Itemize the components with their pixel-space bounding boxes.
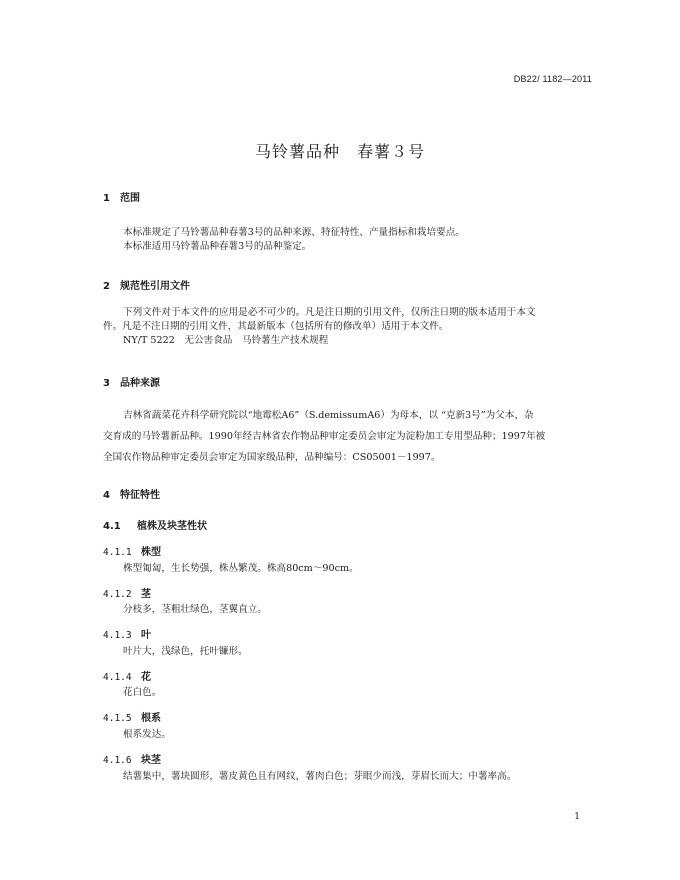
section-2-heading [103, 277, 190, 292]
clause-4-1-5-body [103, 728, 597, 742]
clause-number: 4.1.5 [103, 713, 132, 724]
section-4-heading [103, 486, 160, 501]
normative-reference: NY/T 5222 无公害食品 马铃薯生产技术规程 [123, 335, 329, 346]
clause-label: 根系 [141, 713, 161, 724]
clause-4-1-1-body [103, 562, 597, 576]
clause-number: 4.1.2 [103, 589, 132, 600]
clause-4-1-6-body [103, 770, 597, 784]
section-number: 2 [103, 281, 110, 292]
clause-number: 4.1.1 [103, 547, 132, 558]
clause-text: 叶片大，浅绿色，托叶镰形。 [123, 646, 248, 657]
clause-4-1-4-body [103, 686, 597, 700]
section-number: 3 [103, 378, 110, 389]
paragraph-line: 吉林省蔬菜花卉科学研究院以“地霉松A6”（S.demissumA6）为母本，以 “克新3号”为父本，杂 [123, 410, 534, 421]
paragraph-line: 本标准适用马铃薯品种春薯3号的品种鉴定。 [123, 241, 312, 252]
clause-number: 4.1.6 [103, 755, 132, 766]
clause-label: 株型 [141, 547, 161, 558]
section-3-body [103, 405, 597, 468]
clause-text: 结薯集中，薯块圆形，薯皮黄色且有网纹，薯肉白色；芽眼少而浅，芽眉长而大；中薯率高。 [123, 771, 517, 782]
section-1-heading [103, 189, 140, 204]
section-title: 规范性引用文件 [120, 281, 190, 292]
clause-4-1-1-heading [103, 543, 161, 558]
standard-code: DB22/ 1182—2011 [513, 74, 592, 84]
subsection-title: 植株及块茎性状 [137, 521, 207, 532]
clause-number: 4.1.4 [103, 672, 132, 683]
page-number: 1 [574, 812, 580, 822]
section-1-body [103, 226, 597, 254]
section-title: 范围 [120, 193, 140, 204]
clause-4-1-5-heading [103, 709, 161, 724]
section-title: 特征特性 [120, 490, 160, 501]
paragraph-line: 件。凡是不注日期的引用文件，其最新版本（包括所有的修改单）适用于本文件。 [103, 321, 449, 332]
clause-label: 茎 [141, 589, 151, 600]
section-2-body [103, 306, 597, 348]
clause-4-1-3-body [103, 645, 597, 659]
clause-4-1-2-body [103, 603, 597, 617]
paragraph-line: 本标准规定了马铃薯品种春薯3号的品种来源、特征特性、产量指标和栽培要点。 [123, 227, 465, 238]
subsection-4-1-heading [103, 517, 207, 532]
section-title: 品种来源 [120, 378, 160, 389]
clause-4-1-6-heading [103, 751, 161, 766]
clause-label: 叶 [141, 630, 151, 641]
section-number: 4 [103, 490, 110, 501]
section-number: 1 [103, 193, 110, 204]
clause-text: 分枝多，茎粗壮绿色，茎翼直立。 [123, 604, 267, 615]
clause-label: 花 [141, 672, 151, 683]
paragraph-line: 交育成的马铃薯新品种。1990年经吉林省农作物品种审定委员会审定为淀粉加工专用型品种；1997年被 [103, 431, 546, 442]
clause-text: 根系发达。 [123, 729, 171, 740]
clause-text: 株型匍匐，生长势强，株丛繁茂。株高80cm～90cm。 [123, 563, 359, 574]
section-3-heading [103, 374, 160, 389]
paragraph-line: 全国农作物品种审定委员会审定为国家级品种，品种编号：CS05001－1997。 [103, 452, 441, 463]
paragraph-line: 下列文件对于本文件的应用是必不可少的。凡是注日期的引用文件，仅所注日期的版本适用于本文 [123, 307, 536, 318]
clause-4-1-4-heading [103, 668, 151, 683]
clause-number: 4.1.3 [103, 630, 132, 641]
clause-label: 块茎 [141, 755, 161, 766]
clause-4-1-3-heading [103, 626, 151, 641]
clause-4-1-2-heading [103, 585, 151, 600]
clause-text: 花白色。 [123, 687, 162, 698]
subsection-number: 4.1 [103, 521, 121, 532]
document-title: 马铃薯品种 春薯３号 [254, 142, 425, 161]
